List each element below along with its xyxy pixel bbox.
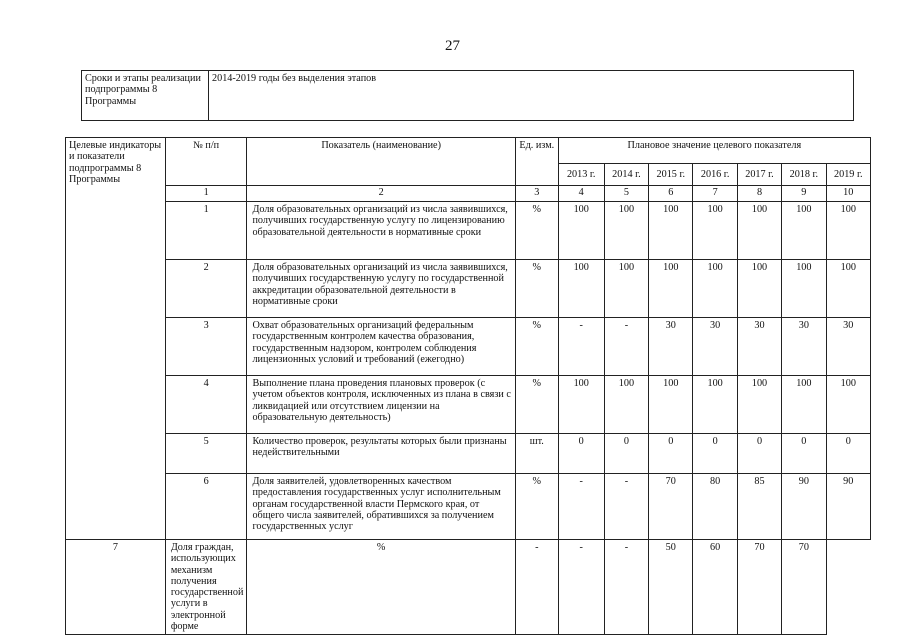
year-header: 2018 г.	[782, 164, 826, 186]
section-label: Целевые индикаторы и показатели подпрограммы 8 Программы	[66, 138, 166, 540]
row-number: 7	[66, 540, 166, 635]
value-cell: 0	[826, 434, 870, 474]
value-cell: 70	[782, 540, 826, 635]
value-cell: 100	[604, 202, 648, 260]
row-number: 4	[165, 376, 247, 434]
header-indicator: Показатель (наименование)	[247, 138, 515, 186]
value-cell: 100	[558, 376, 604, 434]
value-cell: 100	[649, 260, 693, 318]
value-cell: -	[515, 540, 558, 635]
indicator-name: Выполнение плана проведения плановых проверок (с учетом объектов контроля, исключенных из плана в связи с ликвидацией или отсутствием лицензии на образовательную деятельность)	[247, 376, 515, 434]
table-row	[66, 318, 871, 376]
value-cell: -	[558, 318, 604, 376]
year-header: 2017 г.	[737, 164, 781, 186]
value-cell: -	[558, 474, 604, 540]
column-number: 6	[649, 186, 693, 202]
value-cell: 70	[649, 474, 693, 540]
unit-cell: %	[247, 540, 515, 635]
table-row	[66, 540, 871, 635]
indicator-name: Доля заявителей, удовлетворенных качеством предоставления государственных услуг исполнительным органам государственной власти Пермского края, от общего числа заявителей, обратившихся за получением государственных услуг	[247, 474, 515, 540]
table-row	[66, 260, 871, 318]
value-cell: 0	[604, 434, 648, 474]
value-cell: 100	[826, 376, 870, 434]
value-cell: 100	[826, 202, 870, 260]
value-cell: 0	[737, 434, 781, 474]
unit-cell: %	[515, 318, 558, 376]
row-number: 3	[165, 318, 247, 376]
value-cell: 100	[604, 260, 648, 318]
table-row	[66, 434, 871, 474]
value-cell: 70	[737, 540, 781, 635]
column-number: 10	[826, 186, 870, 202]
unit-cell: шт.	[515, 434, 558, 474]
unit-cell: %	[515, 260, 558, 318]
value-cell: 0	[649, 434, 693, 474]
value-cell: -	[558, 540, 604, 635]
year-header: 2013 г.	[558, 164, 604, 186]
value-cell: 90	[782, 474, 826, 540]
value-cell: 100	[558, 202, 604, 260]
indicators-table	[65, 137, 871, 635]
column-number: 7	[693, 186, 737, 202]
value-cell: 100	[826, 260, 870, 318]
value-cell: 100	[693, 260, 737, 318]
table-row	[66, 376, 871, 434]
column-number: 5	[604, 186, 648, 202]
value-cell: 100	[782, 376, 826, 434]
indicator-name: Доля образовательных организаций из числа заявившихся, получивших государственную услугу по государственной аккредитации образовательной деятельности в нормативные сроки	[247, 260, 515, 318]
column-number: 2	[247, 186, 515, 202]
year-header: 2016 г.	[693, 164, 737, 186]
row-number: 6	[165, 474, 247, 540]
terms-value: 2014-2019 годы без выделения этапов	[209, 71, 854, 121]
value-cell: 0	[693, 434, 737, 474]
header-no: № п/п	[165, 138, 247, 186]
value-cell: 85	[737, 474, 781, 540]
value-cell: 100	[693, 376, 737, 434]
value-cell: 100	[737, 376, 781, 434]
value-cell: -	[604, 318, 648, 376]
row-number: 1	[165, 202, 247, 260]
value-cell: 0	[558, 434, 604, 474]
column-number: 4	[558, 186, 604, 202]
indicator-name: Количество проверок, результаты которых были признаны недействительными	[247, 434, 515, 474]
value-cell: 30	[826, 318, 870, 376]
unit-cell: %	[515, 474, 558, 540]
value-cell: 100	[649, 376, 693, 434]
year-header: 2014 г.	[604, 164, 648, 186]
terms-label: Сроки и этапы реализации подпрограммы 8 Программы	[82, 71, 209, 121]
value-cell: 100	[782, 202, 826, 260]
row-number: 5	[165, 434, 247, 474]
value-cell: 30	[782, 318, 826, 376]
value-cell: -	[604, 474, 648, 540]
header-planned-value: Плановое значение целевого показателя	[558, 138, 870, 164]
value-cell: 80	[693, 474, 737, 540]
value-cell: 60	[693, 540, 737, 635]
unit-cell: %	[515, 376, 558, 434]
value-cell: 30	[737, 318, 781, 376]
value-cell: -	[604, 540, 648, 635]
header-unit: Ед. изм.	[515, 138, 558, 186]
value-cell: 50	[649, 540, 693, 635]
value-cell: 100	[693, 202, 737, 260]
value-cell: 30	[649, 318, 693, 376]
value-cell: 0	[782, 434, 826, 474]
value-cell: 90	[826, 474, 870, 540]
column-number: 9	[782, 186, 826, 202]
indicator-name: Доля граждан, использующих механизм получения государственной услуги в электронной форме	[165, 540, 247, 635]
value-cell: 100	[782, 260, 826, 318]
terms-table	[81, 70, 854, 121]
table-row	[66, 202, 871, 260]
row-number: 2	[165, 260, 247, 318]
page-number: 27	[445, 38, 460, 54]
column-number: 8	[737, 186, 781, 202]
value-cell: 100	[604, 376, 648, 434]
column-number: 3	[515, 186, 558, 202]
year-header: 2015 г.	[649, 164, 693, 186]
indicator-name: Охват образовательных организаций федеральным государственным контролем качества образования, государственным надзором, контролем соблюдения лицензионных условий и требований (ежегодно)	[247, 318, 515, 376]
column-number: 1	[165, 186, 247, 202]
year-header: 2019 г.	[826, 164, 870, 186]
value-cell: 30	[693, 318, 737, 376]
value-cell: 100	[649, 202, 693, 260]
value-cell: 100	[558, 260, 604, 318]
value-cell: 100	[737, 202, 781, 260]
table-row	[66, 474, 871, 540]
value-cell: 100	[737, 260, 781, 318]
unit-cell: %	[515, 202, 558, 260]
indicator-name: Доля образовательных организаций из числа заявившихся, получивших государственную услугу по лицензированию образовательной деятельности в нормативные сроки	[247, 202, 515, 260]
